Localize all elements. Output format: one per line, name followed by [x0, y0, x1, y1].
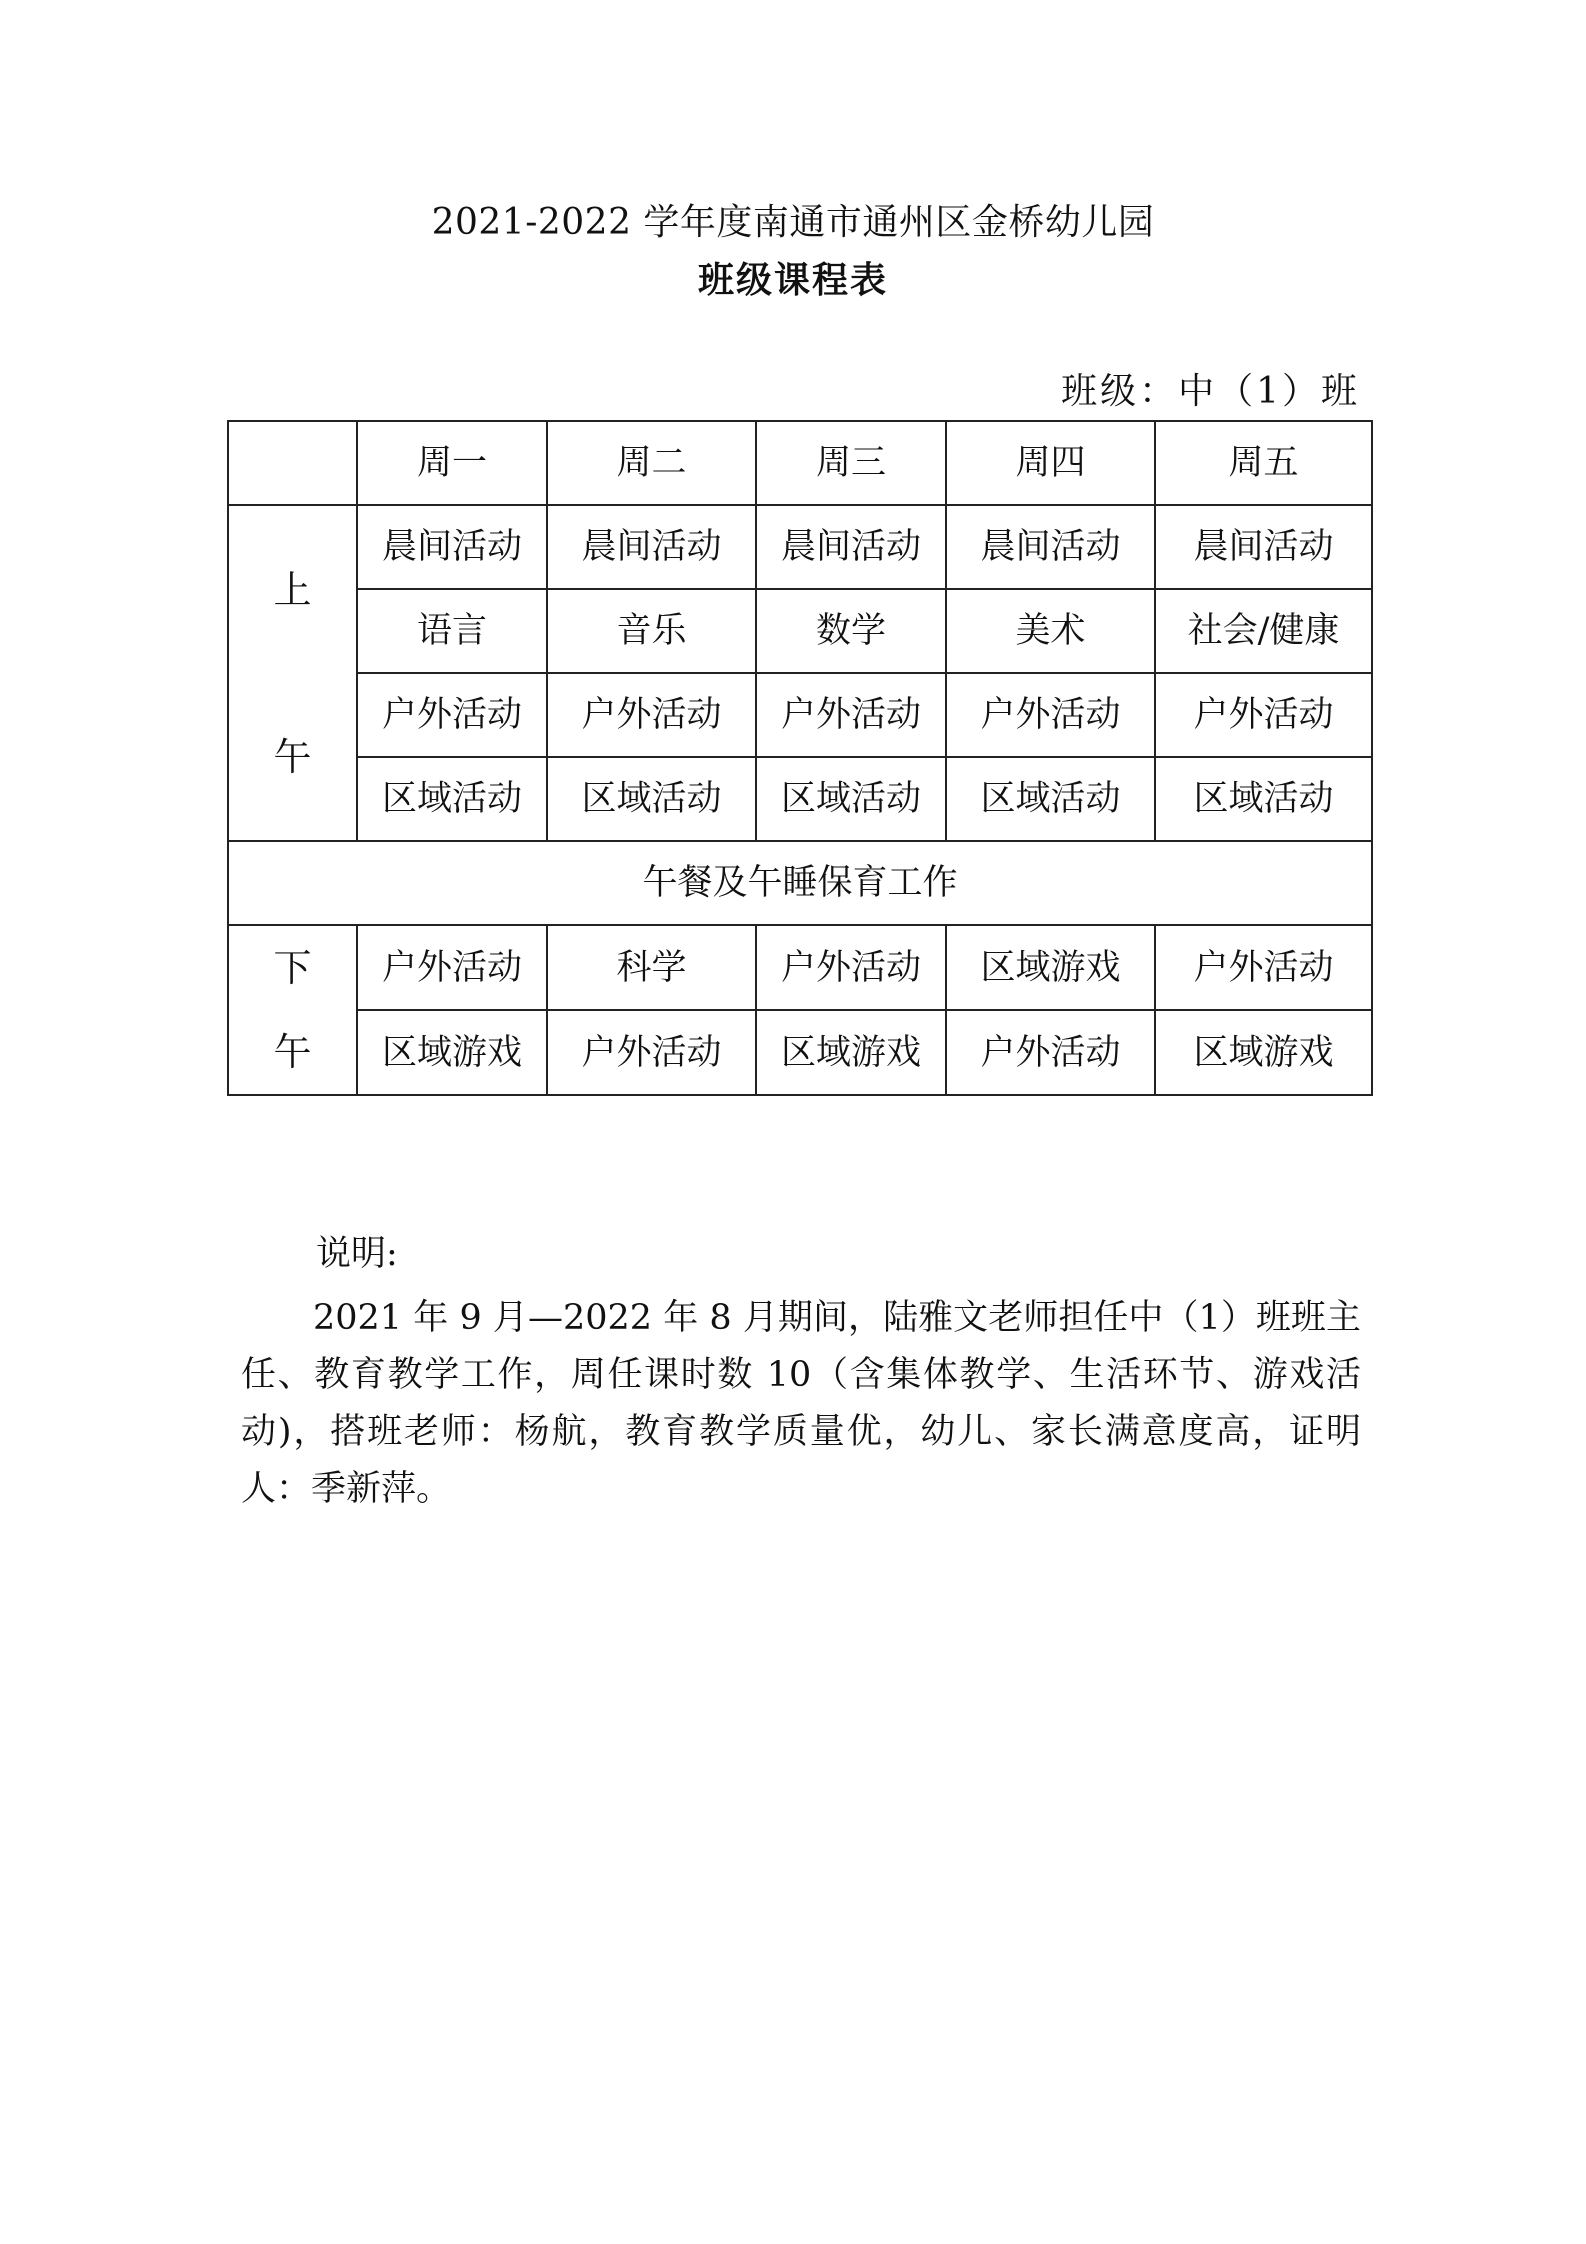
table-cell: 户外活动 [547, 673, 756, 757]
header-cell-friday: 周五 [1155, 421, 1372, 505]
table-cell: 户外活动 [357, 673, 547, 757]
table-cell: 户外活动 [946, 1010, 1155, 1095]
table-cell: 美术 [946, 589, 1155, 673]
header-cell-tuesday: 周二 [547, 421, 756, 505]
table-cell: 户外活动 [1155, 673, 1372, 757]
period-afternoon [228, 925, 357, 1095]
table-cell: 语言 [357, 589, 547, 673]
document-title: 2021-2022 学年度南通市通州区金桥幼儿园 [431, 202, 1155, 243]
schedule-table [227, 420, 1373, 1096]
table-row [228, 673, 1372, 757]
table-cell: 晨间活动 [946, 505, 1155, 589]
table-cell: 数学 [756, 589, 946, 673]
table-cell: 区域活动 [1155, 757, 1372, 841]
table-cell: 户外活动 [1155, 925, 1372, 1010]
table-cell: 晨间活动 [547, 505, 756, 589]
table-row [228, 925, 1372, 1010]
table-cell: 区域活动 [357, 757, 547, 841]
table-cell: 晨间活动 [756, 505, 946, 589]
notes-body: 2021 年 9 月—2022 年 8 月期间，陆雅文老师担任中（1）班班主任、教育教学工作，周任课时数 10（含集体教学、生活环节、游戏活动)，搭班老师：杨航，教育教学质量优，幼儿、家长满意度高，证明人：季新萍。 [241, 1298, 1361, 1509]
header-cell-monday: 周一 [357, 421, 547, 505]
midday-row [228, 841, 1372, 925]
table-cell: 音乐 [547, 589, 756, 673]
table-cell: 区域游戏 [946, 925, 1155, 1010]
table-cell: 区域活动 [756, 757, 946, 841]
period-morning [228, 505, 357, 841]
table-cell: 区域游戏 [756, 1010, 946, 1095]
midday-cell: 午餐及午睡保育工作 [228, 841, 1372, 925]
header-row [228, 421, 1372, 505]
period-char: 午 [273, 734, 312, 779]
notes-label: 说明: [316, 1234, 398, 1274]
header-cell-corner [228, 421, 357, 505]
table-cell: 户外活动 [756, 925, 946, 1010]
period-char: 下 [273, 946, 312, 990]
table-row [228, 1010, 1372, 1095]
class-label: 班级：中（1）班 [1061, 371, 1360, 412]
table-cell: 社会/健康 [1155, 589, 1372, 673]
table-row [228, 505, 1372, 589]
table-cell: 户外活动 [756, 673, 946, 757]
table-row [228, 589, 1372, 673]
period-char: 午 [273, 1030, 312, 1074]
table-cell: 晨间活动 [357, 505, 547, 589]
table-row [228, 757, 1372, 841]
table-cell: 区域活动 [946, 757, 1155, 841]
table-cell: 户外活动 [357, 925, 547, 1010]
document-subtitle: 班级课程表 [697, 259, 888, 301]
table-cell: 区域游戏 [357, 1010, 547, 1095]
table-cell: 科学 [547, 925, 756, 1010]
header-cell-thursday: 周四 [946, 421, 1155, 505]
table-cell: 晨间活动 [1155, 505, 1372, 589]
period-char: 上 [273, 567, 312, 612]
table-cell: 区域活动 [547, 757, 756, 841]
table-cell: 户外活动 [547, 1010, 756, 1095]
table-cell: 区域游戏 [1155, 1010, 1372, 1095]
header-cell-wednesday: 周三 [756, 421, 946, 505]
table-cell: 户外活动 [946, 673, 1155, 757]
